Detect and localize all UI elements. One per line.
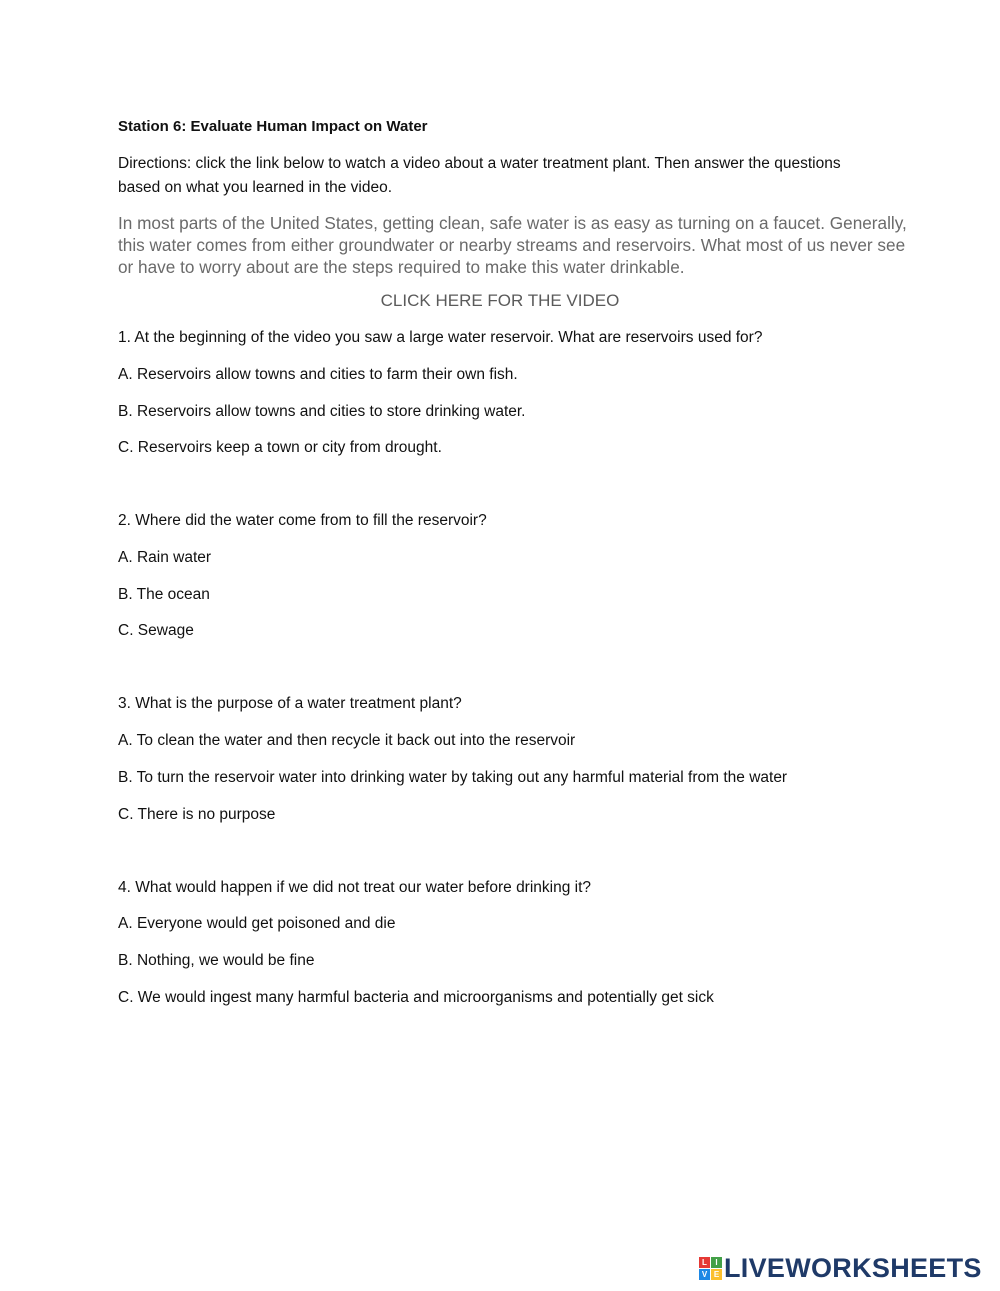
question-3-prompt: 3. What is the purpose of a water treatment plant? — [118, 695, 462, 712]
question-1-option-a[interactable]: A. Reservoirs allow towns and cities to farm their own fish. — [118, 366, 518, 383]
question-1-prompt: 1. At the beginning of the video you saw a large water reservoir. What are reservoirs used for? — [118, 329, 763, 346]
liveworksheets-logo — [699, 1253, 982, 1284]
question-1-option-b[interactable]: B. Reservoirs allow towns and cities to store drinking water. — [118, 403, 526, 420]
question-2-option-a[interactable]: A. Rain water — [118, 549, 212, 566]
logo-cell-v: V — [699, 1269, 710, 1280]
worksheet-title: Station 6: Evaluate Human Impact on Water — [118, 118, 428, 135]
question-4-prompt: 4. What would happen if we did not treat our water before drinking it? — [118, 879, 592, 896]
question-4-option-b[interactable]: B. Nothing, we would be fine — [118, 952, 315, 969]
question-2-option-c[interactable]: C. Sewage — [118, 622, 194, 639]
question-3-option-b[interactable]: B. To turn the reservoir water into drinking water by taking out any harmful material from the water — [118, 769, 788, 786]
intro-paragraph: In most parts of the United States, getting clean, safe water is as easy as turning on a faucet. Generally, this water comes from either groundwater or nearby streams and reservoirs. What most of us never see or have to worry about are the steps required to make this water drinkable. — [118, 213, 907, 277]
logo-cell-i: I — [711, 1257, 722, 1268]
logo-cell-l: L — [699, 1257, 710, 1268]
question-3-option-c[interactable]: C. There is no purpose — [118, 806, 276, 823]
question-4-option-a[interactable]: A. Everyone would get poisoned and die — [118, 915, 396, 932]
logo-cell-e: E — [711, 1269, 722, 1280]
question-2-prompt: 2. Where did the water come from to fill the reservoir? — [118, 512, 487, 529]
directions-text: Directions: click the link below to watch a video about a water treatment plant. Then answer the questions based on what you learned in the video. — [118, 155, 841, 196]
logo-icon — [699, 1257, 722, 1280]
question-4-option-c[interactable]: C. We would ingest many harmful bacteria and microorganisms and potentially get sick — [118, 989, 714, 1006]
question-3-option-a[interactable]: A. To clean the water and then recycle it back out into the reservoir — [118, 732, 576, 749]
brand-name: LIVEWORKSHEETS — [724, 1253, 982, 1283]
question-2-option-b[interactable]: B. The ocean — [118, 586, 210, 603]
question-1-option-c[interactable]: C. Reservoirs keep a town or city from drought. — [118, 439, 442, 456]
video-link[interactable]: CLICK HERE FOR THE VIDEO — [380, 291, 620, 310]
